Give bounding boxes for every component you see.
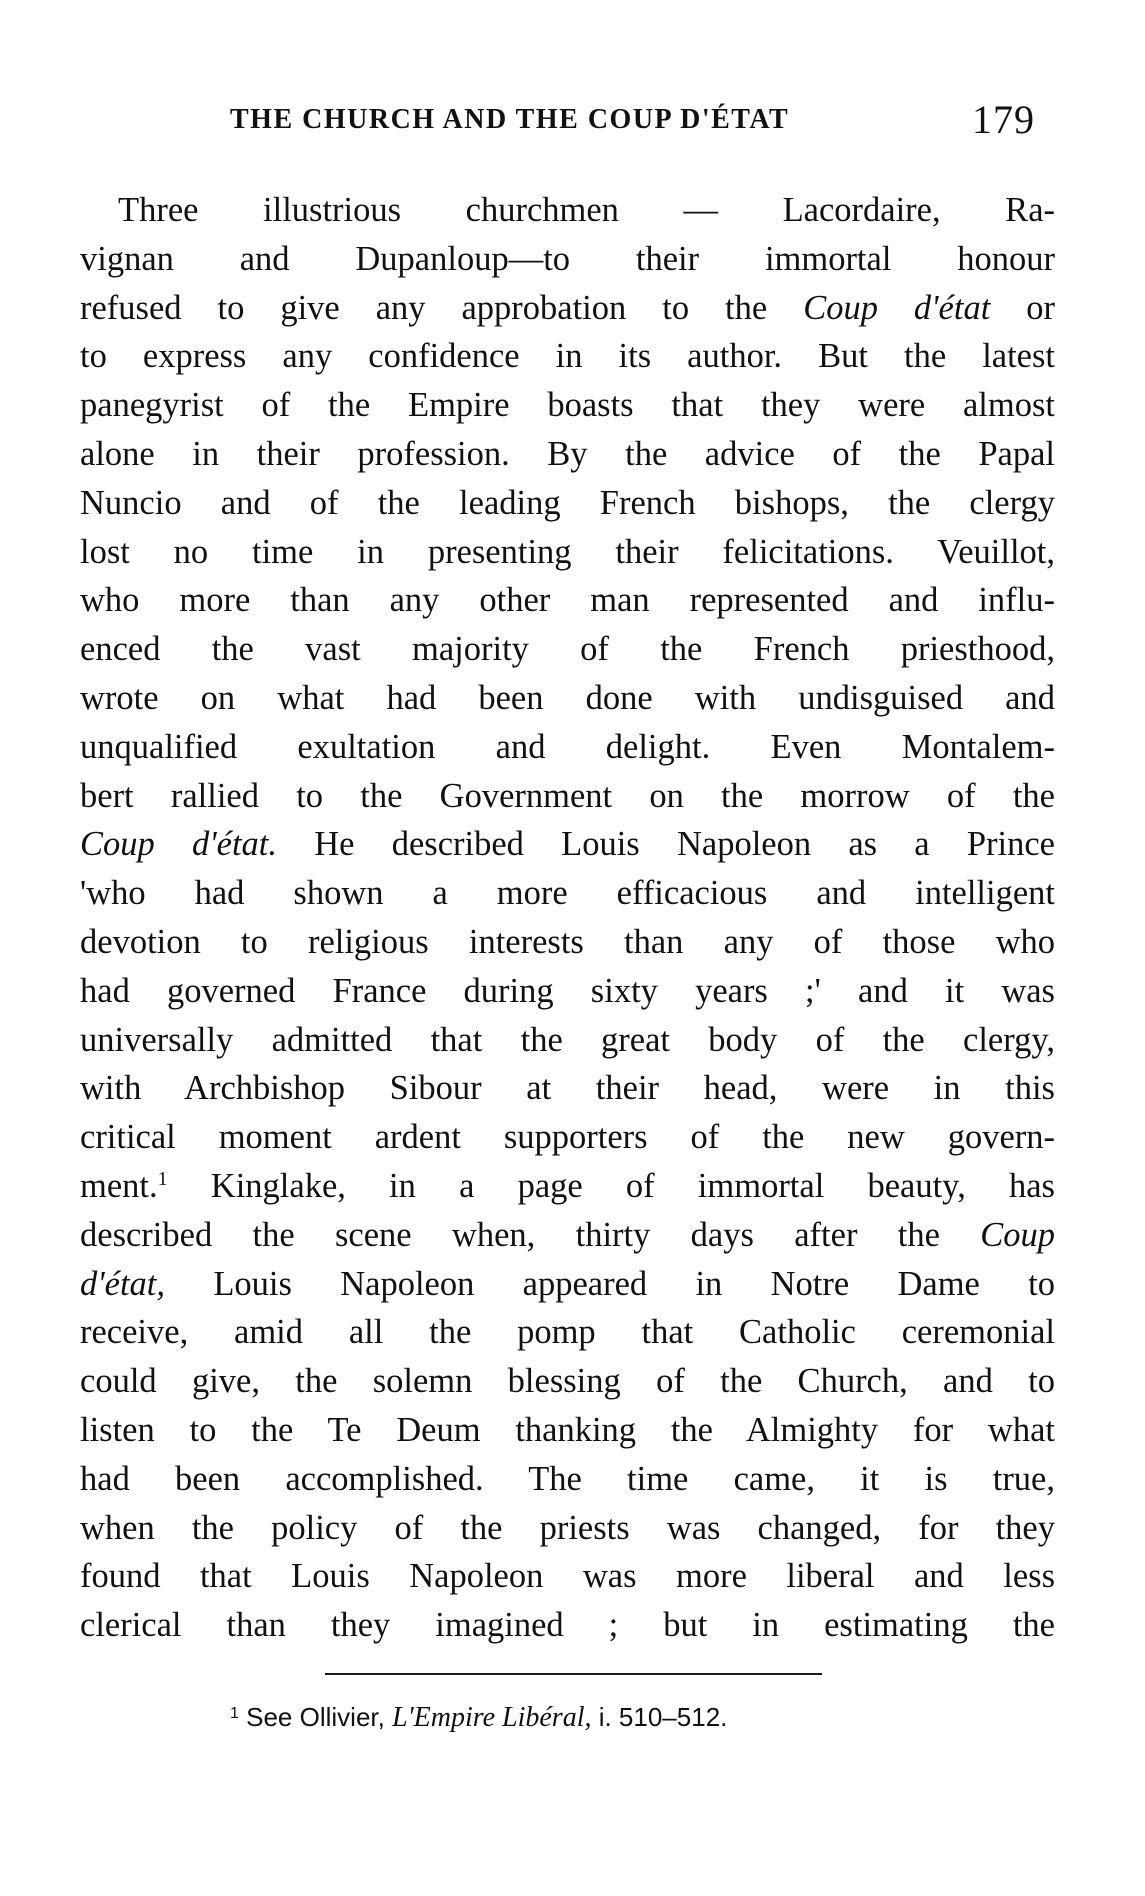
- text-line: [80, 1455, 1055, 1504]
- footnote-suffix: i. 510–512.: [591, 1702, 728, 1732]
- text-line: [80, 186, 1055, 235]
- text-line: [80, 1211, 1055, 1260]
- italic-text: d'état,: [80, 1264, 165, 1303]
- text-segment: devotion to religious interests than any of those who: [80, 922, 1055, 961]
- text-line: [80, 1552, 1055, 1601]
- italic-text: Coup: [980, 1215, 1055, 1254]
- text-segment: receive, amid all the pomp that Catholic ceremonial: [80, 1313, 1055, 1352]
- text-segment: described the scene when, thirty days after the: [80, 1215, 981, 1254]
- text-line: [80, 381, 1055, 430]
- text-segment: ment.: [80, 1166, 158, 1205]
- text-line: [80, 1162, 1055, 1211]
- text-line: [80, 1113, 1055, 1162]
- text-line: [80, 1601, 1055, 1650]
- footnote-title: L'Empire Libéral,: [392, 1702, 592, 1733]
- text-segment: enced the vast majority of the French priesthood,: [80, 630, 1055, 669]
- footnote-reference: 1: [157, 1167, 168, 1190]
- text-segment: He described Louis Napoleon as a Prince: [277, 825, 1055, 864]
- text-line: [80, 332, 1055, 381]
- text-segment: alone in their profession. By the advice of the Papal: [80, 434, 1055, 473]
- text-line: [80, 479, 1055, 528]
- text-segment: listen to the Te Deum thanking the Almighty for what: [80, 1410, 1055, 1449]
- text-line: [80, 235, 1055, 284]
- text-line: [80, 772, 1055, 821]
- running-title: THE CHURCH AND THE COUP D'ÉTAT: [230, 104, 790, 135]
- text-segment: could give, the solemn blessing of the Church, and to: [80, 1362, 1055, 1401]
- text-segment: had been accomplished. The time came, it is true,: [80, 1459, 1055, 1498]
- text-segment: refused to give any approbation to the: [80, 288, 804, 327]
- text-segment: Nuncio and of the leading French bishops, the clergy: [80, 483, 1055, 522]
- text-line: [80, 1357, 1055, 1406]
- text-segment: or: [990, 288, 1056, 327]
- text-line: [80, 528, 1055, 577]
- text-segment: clerical than they imagined ; but in estimating the: [80, 1606, 1055, 1645]
- text-line: [80, 625, 1055, 674]
- running-head: [80, 96, 1065, 156]
- text-segment: universally admitted that the great body of the clergy,: [80, 1020, 1055, 1059]
- body-text: [80, 186, 1055, 1650]
- text-segment: who more than any other man represented and influ-: [80, 581, 1055, 620]
- text-segment: 'who had shown a more efficacious and intelligent: [80, 874, 1055, 913]
- text-segment: Louis Napoleon appeared in Notre Dame to: [165, 1264, 1055, 1303]
- text-segment: panegyrist of the Empire boasts that they were almost: [80, 386, 1055, 425]
- text-line: [80, 869, 1055, 918]
- text-segment: found that Louis Napoleon was more liberal and less: [80, 1557, 1055, 1596]
- text-line: [80, 723, 1055, 772]
- text-line: [80, 1308, 1055, 1357]
- text-segment: lost no time in presenting their felicitations. Veuillot,: [80, 532, 1055, 571]
- text-line: [80, 1064, 1055, 1113]
- text-segment: with Archbishop Sibour at their head, were in this: [80, 1069, 1055, 1108]
- text-line: [80, 284, 1055, 333]
- text-segment: vignan and Dupanloup—to their immortal honour: [80, 239, 1055, 278]
- text-segment: when the policy of the priests was changed, for they: [80, 1508, 1055, 1547]
- page-number: 179: [972, 97, 1035, 142]
- italic-text: Coup d'état.: [80, 825, 277, 864]
- text-segment: critical moment ardent supporters of the new govern-: [80, 1118, 1055, 1157]
- text-segment: bert rallied to the Government on the morrow of the: [80, 776, 1055, 815]
- text-line: [80, 430, 1055, 479]
- text-line: [80, 576, 1055, 625]
- text-line: [80, 967, 1055, 1016]
- text-segment: had governed France during sixty years ;' and it was: [80, 971, 1055, 1010]
- footnote: [230, 1702, 727, 1734]
- text-segment: to express any confidence in its author. But the latest: [80, 337, 1055, 376]
- text-line: [80, 674, 1055, 723]
- text-line: [80, 820, 1055, 869]
- text-line: [80, 1260, 1055, 1309]
- footnote-marker: 1: [230, 1705, 239, 1722]
- text-segment: wrote on what had been done with undisguised and: [80, 678, 1055, 717]
- footnote-rule: [325, 1673, 822, 1675]
- footnote-prefix: See Ollivier,: [238, 1702, 393, 1732]
- text-line: [80, 1504, 1055, 1553]
- italic-text: Coup d'état: [803, 288, 991, 327]
- text-line: [80, 1406, 1055, 1455]
- text-segment: unqualified exultation and delight. Even Montalem-: [80, 727, 1055, 766]
- text-segment: Kinglake, in a page of immortal beauty, has: [167, 1166, 1055, 1205]
- text-line: [80, 918, 1055, 967]
- text-segment: Three illustrious churchmen — Lacordaire, Ra-: [118, 191, 1055, 229]
- text-line: [80, 1016, 1055, 1065]
